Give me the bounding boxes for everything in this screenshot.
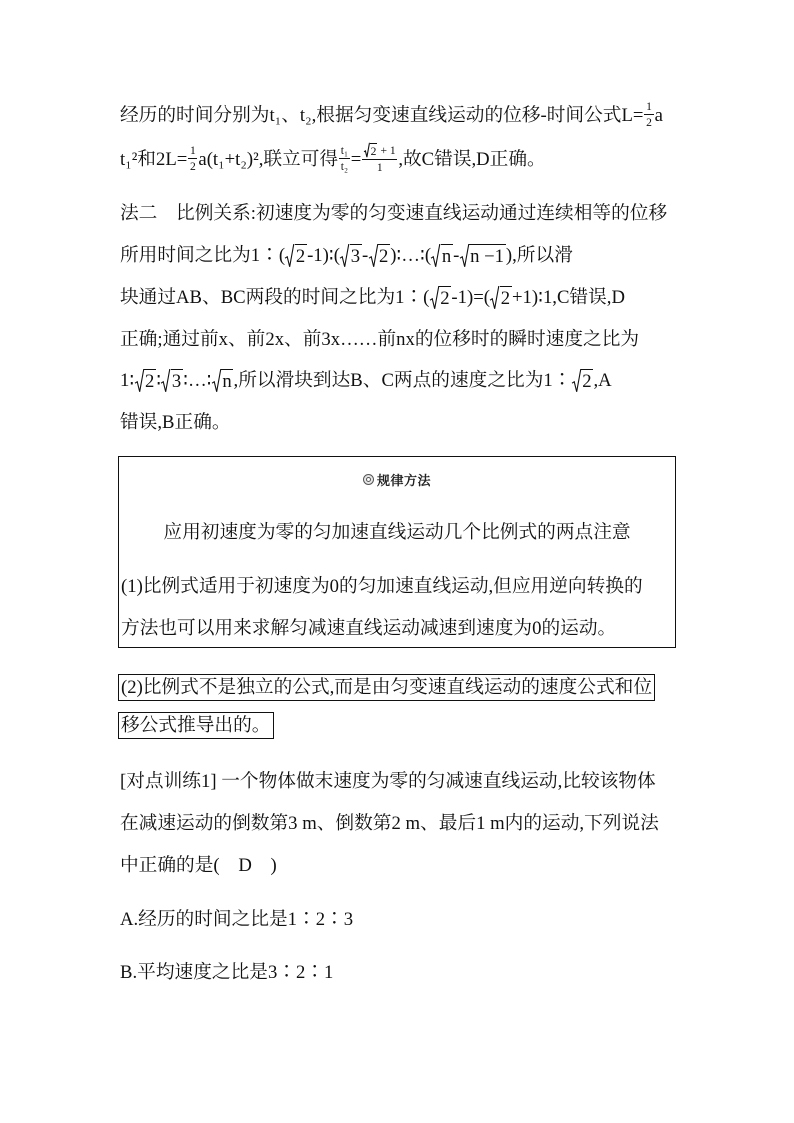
text-run: - <box>361 245 369 266</box>
radical-sign-icon <box>369 244 378 268</box>
square-root <box>431 244 452 268</box>
radicand <box>469 244 506 268</box>
square-root <box>212 369 233 393</box>
exercise-line: 在减速运动的倒数第3 m、倒数第2 m、最后1 m内的运动,下列说法 <box>120 813 659 834</box>
square-root <box>285 244 306 268</box>
text-run: 2 <box>189 159 196 173</box>
radicand <box>171 369 183 393</box>
text-run: 1 <box>646 100 652 114</box>
text-run: 块通过AB、BC两段的时间之比为1∶( <box>120 287 430 308</box>
text-run: ,所以滑块到达B、C两点的速度之比为1∶ <box>233 370 572 391</box>
rule-box <box>118 456 676 648</box>
square-root <box>572 369 593 393</box>
text-run: 正确;通过前x、前2x、前3x……前nx的位移时的瞬时速度之比为 <box>120 329 640 350</box>
text-run: 1 <box>376 160 383 174</box>
square-root <box>135 369 156 393</box>
text-run: n −1 <box>470 245 505 267</box>
text-run: 3 <box>171 370 182 392</box>
text-run: 3 <box>350 245 361 267</box>
text-run: a <box>654 105 663 126</box>
text-run: + 1 <box>377 143 396 157</box>
fraction-numerator <box>339 144 350 159</box>
radical-sign-icon <box>572 369 581 393</box>
radicand <box>350 244 362 268</box>
option-a: A.经历的时间之比是1∶2∶3 <box>120 909 354 930</box>
fraction-denominator <box>644 115 653 129</box>
radicand <box>378 244 390 268</box>
fraction-numerator <box>188 144 197 159</box>
radicand <box>500 286 512 310</box>
radicand <box>144 369 156 393</box>
square-root <box>460 244 506 268</box>
radicand <box>370 143 377 158</box>
solution-line <box>120 145 546 175</box>
radical-sign-icon <box>161 369 170 393</box>
solution-line <box>120 101 663 131</box>
radicand <box>221 369 233 393</box>
radicand <box>295 244 307 268</box>
radical-sign-icon <box>430 286 439 310</box>
fraction <box>339 144 350 173</box>
text-run: n <box>441 245 452 267</box>
text-run: a(t₁+t₂)²,联立可得 <box>198 149 339 170</box>
text-run: ,故C错误,D正确。 <box>398 149 546 170</box>
rule-box-heading <box>119 469 675 489</box>
square-root <box>369 244 390 268</box>
text-run: 2 <box>500 287 511 309</box>
square-root <box>340 244 361 268</box>
text-run: ∶ <box>156 370 162 391</box>
text-run: )∶…∶( <box>390 245 432 266</box>
radicand <box>581 369 593 393</box>
text-run: 1 <box>189 144 196 158</box>
rule-box-title: 应用初速度为零的匀加速直线运动几个比例式的两点注意 <box>163 522 631 543</box>
fraction-denominator <box>339 159 350 173</box>
solution-line <box>120 325 639 355</box>
radicand <box>441 244 453 268</box>
fraction-denominator <box>188 159 197 173</box>
solution-line <box>120 241 573 271</box>
fraction-numerator <box>644 100 653 115</box>
text-run: 错误,B正确。 <box>120 412 231 433</box>
text-run: t₁²和2L= <box>120 149 188 170</box>
square-root <box>364 143 377 158</box>
square-root <box>430 286 451 310</box>
exercise-line: 中正确的是( D ) <box>120 855 277 876</box>
text-run: - <box>453 245 460 266</box>
radical-sign-icon <box>431 244 440 268</box>
text-run: 法二 比例关系:初速度为零的匀变速直线运动通过连续相等的位移 <box>120 203 668 224</box>
radical-sign-icon <box>460 244 469 268</box>
text-run: 1∶ <box>120 370 135 391</box>
rule-point-2-line: 移公式推导出的。 <box>118 712 274 739</box>
text-run: t₁ <box>340 144 349 158</box>
text-run: -1)=( <box>451 287 490 308</box>
rule-point-1-line: 方法也可以用来求解匀减速直线运动减速到速度为0的运动。 <box>121 618 617 639</box>
text-run: ),所以滑 <box>505 245 573 266</box>
text-run: 2 <box>145 370 155 392</box>
text-run: 2 <box>370 144 377 158</box>
square-root <box>490 286 511 310</box>
text-run: 所用时间之比为1∶( <box>120 245 286 266</box>
solution-line <box>120 199 667 229</box>
solution-line <box>120 283 625 313</box>
text-run: 2 <box>646 115 652 129</box>
exercise-line: [对点训练1] 一个物体做末速度为零的匀减速直线运动,比较该物体 <box>120 771 656 792</box>
text-run: 2 <box>582 370 592 392</box>
fraction <box>644 100 653 129</box>
square-root <box>161 369 182 393</box>
fraction-numerator <box>362 144 397 161</box>
fraction <box>188 144 197 173</box>
text-run: = <box>350 149 362 170</box>
bullseye-icon <box>363 474 374 485</box>
radical-sign-icon <box>135 369 144 393</box>
text-run: ,A <box>593 370 612 391</box>
text-run: 2 <box>295 245 306 267</box>
text-run: t₂ <box>340 159 349 173</box>
solution-line <box>120 408 231 438</box>
option-b: B.平均速度之比是3∶2∶1 <box>120 962 334 983</box>
text-run: n <box>222 370 232 392</box>
radical-sign-icon <box>285 244 294 268</box>
radical-sign-icon <box>490 286 499 310</box>
radicand <box>439 286 451 310</box>
rule-box-heading-text: 规律方法 <box>376 472 431 488</box>
text-run: 2 <box>440 287 450 309</box>
solution-line <box>120 366 612 396</box>
text-run: 经历的时间分别为t₁、t₂,根据匀变速直线运动的位移-时间公式L= <box>120 105 644 126</box>
rule-point-1-line: (1)比例式适用于初速度为0的匀加速直线运动,但应用逆向转换的 <box>121 576 643 597</box>
text-run: -1)∶( <box>307 245 340 266</box>
fraction <box>362 144 397 174</box>
rule-point-2-line: (2)比例式不是独立的公式,而是由匀变速直线运动的速度公式和位 <box>118 674 655 701</box>
radical-sign-icon <box>340 244 349 268</box>
text-run: 2 <box>379 245 389 267</box>
text-run: ∶…∶ <box>183 370 212 391</box>
radical-sign-icon <box>212 369 221 393</box>
text-run: +1)∶1,C错误,D <box>511 287 625 308</box>
fraction-denominator <box>362 160 397 174</box>
